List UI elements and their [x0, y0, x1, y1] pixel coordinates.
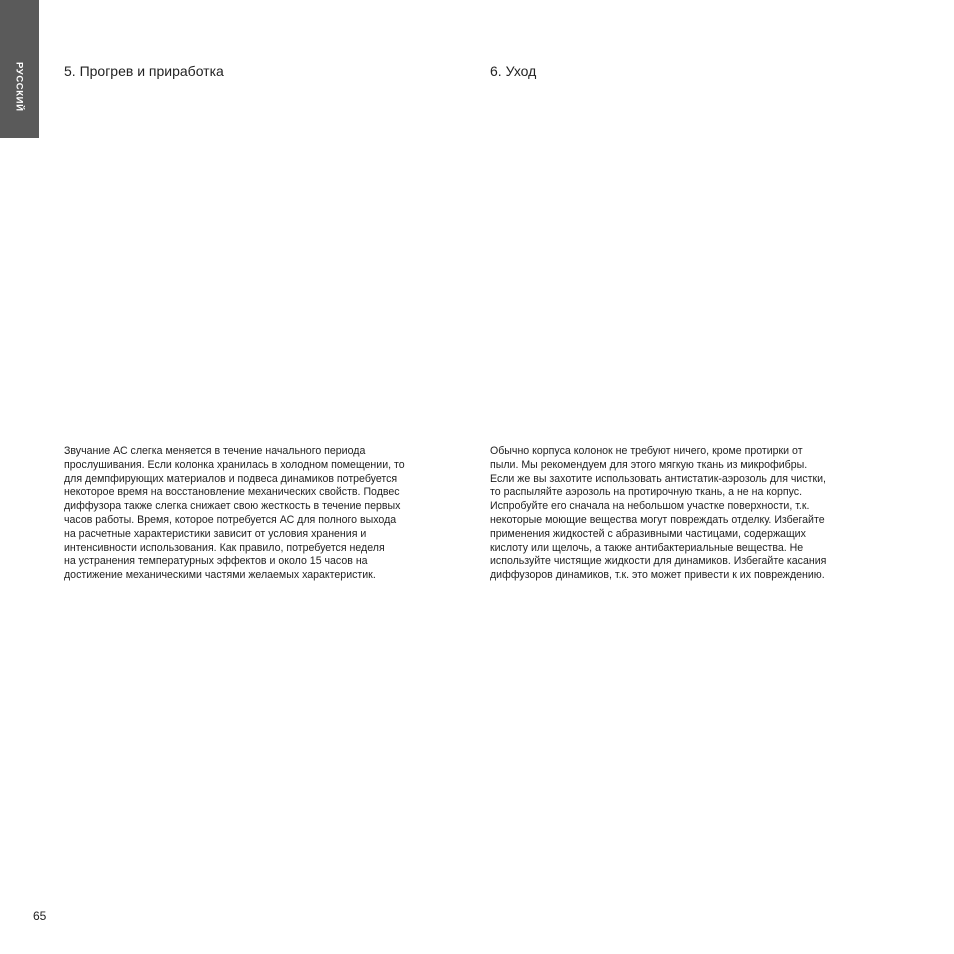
text-line: некоторое время на восстановление механических свойств. Подвес	[64, 486, 400, 499]
language-tab-label: РУССКИЙ	[13, 62, 25, 112]
text-line: для демпфирующих материалов и подвеса динамиков потребуется	[64, 472, 398, 485]
text-line: прослушивания. Если колонка хранилась в холодном помещении, то	[64, 458, 405, 471]
page-number: 65	[33, 909, 47, 923]
text-line: используйте чистящие жидкости для динамиков. Избегайте касания	[490, 555, 827, 568]
text-line: Испробуйте его сначала на небольшом участке поверхности, т.к.	[490, 500, 810, 513]
section-body-care	[490, 445, 890, 583]
text-line: пыли. Мы рекомендуем для этого мягкую ткань из микрофибры.	[490, 458, 808, 471]
section-title-warm-up: 5. Прогрев и приработка	[64, 63, 224, 79]
text-line: интенсивности использования. Как правило, потребуется неделя	[64, 541, 385, 554]
text-line: диффузора также слегка снижает свою жесткость в течение первых	[64, 500, 401, 513]
text-line: применения жидкостей с абразивными частицами, содержащих	[490, 527, 806, 540]
text-line: на расчетные характеристики зависит от условия хранения и	[64, 527, 367, 540]
text-line: Звучание АС слегка меняется в течение начального периода	[64, 445, 366, 457]
section-title-care: 6. Уход	[490, 63, 537, 79]
text-line: Обычно корпуса колонок не требуют ничего, кроме протирки от	[490, 445, 803, 457]
text-line: некоторые моющие вещества могут повреждать отделку. Избегайте	[490, 513, 825, 526]
text-line: кислоту или щелочь, а также антибактериальные вещества. Не	[490, 541, 804, 554]
text-line: то распыляйте аэрозоль на протирочную ткань, а не на корпус.	[490, 486, 803, 499]
text-line: часов работы. Время, которое потребуется АС для полного выхода	[64, 513, 397, 526]
section-body-warm-up	[64, 445, 464, 583]
text-line: на устранения температурных эффектов и около 15 часов на	[64, 555, 368, 568]
text-line: Если же вы захотите использовать антистатик-аэрозоль для чистки,	[490, 472, 826, 485]
text-line: достижение механическими частями желаемых характеристик.	[64, 569, 376, 582]
text-line: диффузоров динамиков, т.к. это может привести к их повреждению.	[490, 569, 825, 582]
language-tab	[0, 0, 39, 138]
